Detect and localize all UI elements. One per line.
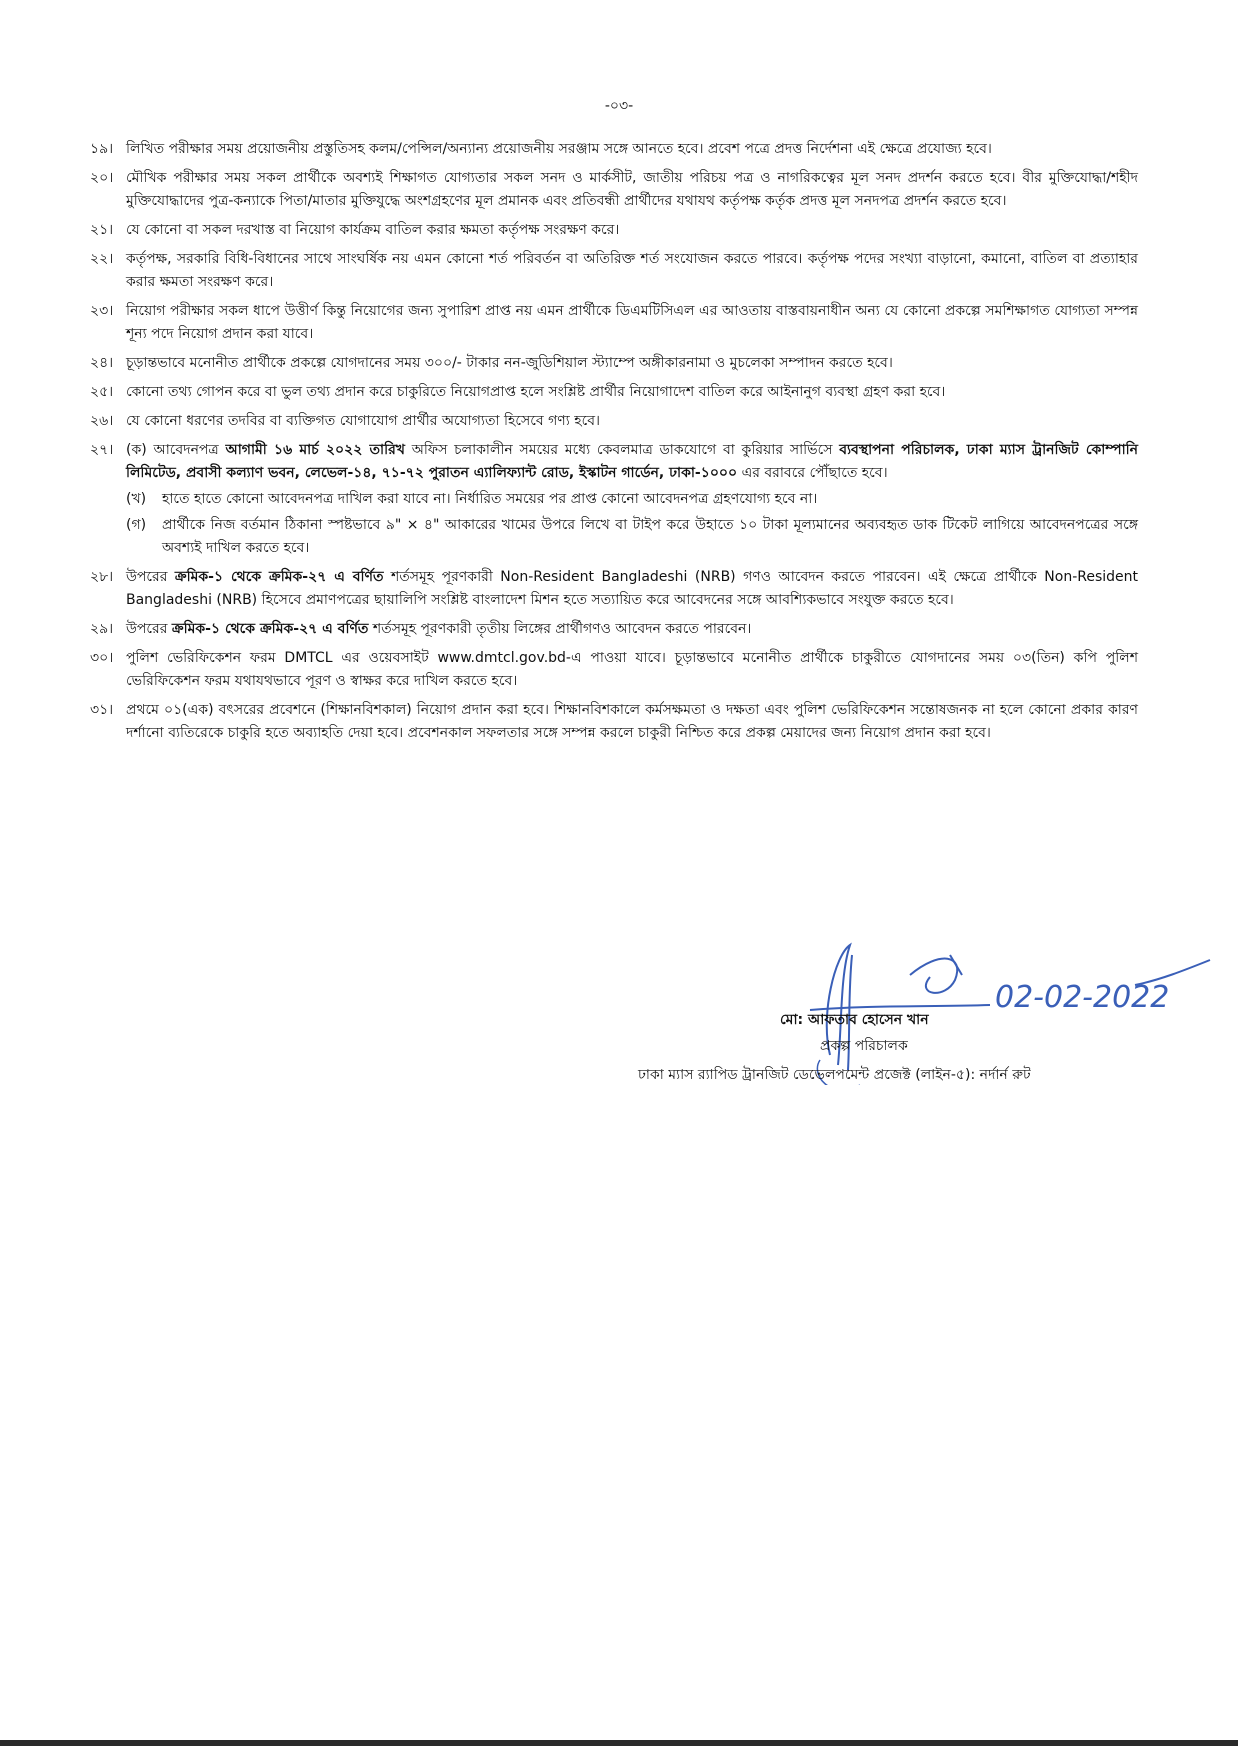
item-text (126, 219, 1138, 242)
item-text-run: কোনো তথ্য গোপন করে বা ভুল তথ্য প্রদান করে চাকুরিতে নিয়োগপ্রাপ্ত হলে সংশ্লিষ্ট প্রার্থীর নিয়োগাদেশ বাতিল করে আইনানুগ ব্যবস্থা গ্রহণ করা হবে। (126, 384, 946, 400)
item-text (126, 352, 1138, 375)
item-number: ২২। (90, 251, 114, 267)
item-text-run: পুলিশ ভেরিফিকেশন ফরম DMTCL এর ওয়েবসাইট www.dmtcl.gov.bd-এ পাওয়া যাবে। চূড়ান্তভাবে মনোনীত প্রার্থীকে চাকুরীতে যোগদানের সময় ০৩(তিন) কপি পুলিশ ভেরিফিকেশন ফরম যথাযথভাবে পূরণ ও স্বাক্ষর করে দাখিল করতে হবে। (126, 650, 1138, 689)
list-item (90, 219, 1138, 242)
list-item (90, 647, 1138, 693)
sub-item (126, 488, 1138, 511)
item-number: ৩১। (90, 702, 114, 718)
item-number: ২৪। (90, 355, 114, 371)
signer-organization: ঢাকা ম্যাস র‍্যাপিড ট্রানজিট ডেভেলপমেন্ট প্রজেক্ট (লাইন-৫): নর্দার্ন রুট (638, 1067, 1031, 1083)
item-number: ৩০। (90, 650, 114, 666)
list-item (90, 248, 1138, 294)
signer-title: প্রকল্প পরিচালক (820, 1038, 908, 1054)
item-text (126, 248, 1138, 294)
item-number: ২১। (90, 222, 114, 238)
list-item (90, 138, 1138, 161)
item-number: ১৯। (90, 141, 114, 157)
item-text (126, 300, 1138, 346)
item-text (126, 167, 1138, 213)
document-body (90, 138, 1138, 751)
item-text-run: উপরের (126, 621, 172, 637)
sub-item-text: হাতে হাতে কোনো আবেদনপত্র দাখিল করা যাবে না। নির্ধারিত সময়ের পর প্রাপ্ত কোনো আবেদনপত্র গ্রহণযোগ্য হবে না। (162, 491, 818, 507)
item-text-run: শর্তসমূহ পূরণকারী তৃতীয় লিঙ্গের প্রার্থীগণও আবেদন করতে পারবেন। (368, 621, 752, 637)
item-number: ২৮। (90, 569, 114, 585)
emphasis-text: ক্রমিক-১ থেকে ক্রমিক-২৭ এ বর্ণিত (171, 621, 369, 637)
item-number: ২০। (90, 170, 114, 186)
item-text-run: চূড়ান্তভাবে মনোনীত প্রার্থীকে প্রকল্পে যোগদানের সময় ৩০০/- টাকার নন-জুডিশিয়াল স্ট্যাম্পে অঙ্গীকারনামা ও মুচলেকা সম্পাদন করতে হবে। (126, 355, 893, 371)
item-text-run: যে কোনো বা সকল দরখাস্ত বা নিয়োগ কার্যক্রম বাতিল করার ক্ষমতা কর্তৃপক্ষ সংরক্ষণ করে। (126, 222, 620, 238)
item-text (126, 618, 1138, 641)
item-text (126, 647, 1138, 693)
sub-item (126, 514, 1138, 560)
signature-date: 02-02-2022 (995, 980, 1170, 1015)
item-text (126, 410, 1138, 433)
list-item (90, 699, 1138, 745)
bottom-border (0, 1740, 1238, 1746)
item-text-run: যে কোনো ধরণের তদবির বা ব্যক্তিগত যোগাযোগ প্রার্থীর অযোগ্যতা হিসেবে গণ্য হবে। (126, 413, 601, 429)
list-item (90, 566, 1138, 612)
item-number: ২৯। (90, 621, 114, 637)
list-item (90, 439, 1138, 560)
item-text-run: অফিস চলাকালীন সময়ের মধ্যে কেবলমাত্র ডাকযোগে বা কুরিয়ার সার্ভিসে (404, 442, 840, 458)
item-text (126, 138, 1138, 161)
signer-name: মো: আফতাব হোসেন খান (780, 1012, 929, 1028)
list-item (90, 618, 1138, 641)
item-text-run: লিখিত পরীক্ষার সময় প্রয়োজনীয় প্রস্তুতিসহ কলম/পেন্সিল/অন্যান্য প্রয়োজনীয় সরঞ্জাম সঙ্গে আনতে হবে। প্রবেশ পত্রে প্রদত্ত নির্দেশনা এই ক্ষেত্রে প্রযোজ্য হবে। (126, 141, 992, 157)
item-text (126, 381, 1138, 404)
item-text-run: মৌখিক পরীক্ষার সময় সকল প্রার্থীকে অবশ্যই শিক্ষাগত যোগ্যতার সকল সনদ ও মার্কসীট, জাতীয় পরিচয় পত্র ও নাগরিকত্বের মূল সনদ প্রদর্শন করতে হবে। বীর মুক্তিযোদ্ধা/শহীদ মুক্তিযোদ্ধাদের পুত্র-কন্যাকে পিতা/মাতার মুক্তিযুদ্ধে অংশগ্রহণের মূল প্রমানক এবং প্রতিবন্ধী প্রার্থীদের যথাযথ কর্তৃপক্ষ কর্তৃক প্রদত্ত মূল সনদপত্র প্রদর্শন করতে হবে। (126, 170, 1138, 209)
item-text (126, 439, 1138, 560)
list-item (90, 381, 1138, 404)
emphasis-text: আগামী ১৬ মার্চ ২০২২ তারিখ (225, 442, 405, 458)
item-text-run: এর বরাবরে পৌঁছাতে হবে। (737, 465, 888, 481)
page-number: -০৩- (604, 98, 634, 114)
item-text-run: নিয়োগ পরীক্ষার সকল ধাপে উত্তীর্ণ কিন্তু নিয়োগের জন্য সুপারিশ প্রাপ্ত নয় এমন প্রার্থীকে ডিএমটিসিএল এর আওতায় বাস্তবায়নাধীন অন্য যে কোনো প্রকল্পে সমশিক্ষাগত যোগ্যতা সম্পন্ন শূন্য পদে নিয়োগ প্রদান করা যাবে। (126, 303, 1138, 342)
item-number: ২৭। (90, 442, 114, 458)
item-number: ২৫। (90, 384, 114, 400)
list-item (90, 352, 1138, 375)
item-text (126, 699, 1138, 745)
list-item (90, 167, 1138, 213)
sub-item-label: (গ) (126, 517, 147, 533)
item-text (126, 566, 1138, 612)
item-text-run: উপরের (126, 569, 175, 585)
sub-item-text: প্রার্থীকে নিজ বর্তমান ঠিকানা স্পষ্টভাবে ৯" × ৪" আকারের খামের উপরে লিখে বা টাইপ করে উহাতে ১০ টাকা মূল্যমানের অব্যবহৃত ডাক টিকেট লাগিয়ে আবেদনপত্রের সঙ্গে অবশ্যই দাখিল করতে হবে। (162, 517, 1138, 556)
emphasis-text: ব্যবস্থাপনা পরিচালক, ঢাকা ম্যাস ট্রানজিট কোম্পানি লিমিটেড, প্রবাসী কল্যাণ ভবন, লেভেল-১৪, ৭১-৭২ পুরাতন এ্যালিফ্যান্ট রোড, ইস্কাটন গার্ডেন, ঢাকা-১০০০ (126, 442, 1139, 481)
item-text-run: প্রথমে ০১(এক) বৎসরের প্রবেশনে (শিক্ষানবিশকাল) নিয়োগ প্রদান করা হবে। শিক্ষানবিশকালে কর্মসক্ষমতা ও দক্ষতা এবং পুলিশ ভেরিফিকেশন সন্তোষজনক না হলে কোনো প্রকার কারণ দর্শানো ব্যতিরেকে চাকুরি হতে অব্যাহতি দেয়া হবে। প্রবেশনকাল সফলতার সঙ্গে সম্পন্ন করলে চাকুরী নিশ্চিত করে প্রকল্প মেয়াদের জন্য নিয়োগ প্রদান করা হবে। (126, 702, 1138, 741)
item-text-run: শর্তসমূহ পূরণকারী Non-Resident Bangladeshi (NRB) গণও আবেদন করতে পারবেন। এই ক্ষেত্রে প্রার্থীকে Non-Resident Bangladeshi (NRB) হিসেবে প্রমাণপত্রের ছায়ালিপি সংশ্লিষ্ট বাংলাদেশ মিশন হতে সত্যায়িত করে আবেদনের সঙ্গে আবশ্যিকভাবে সংযুক্ত করতে হবে। (126, 569, 1139, 608)
item-number: ২৩। (90, 303, 114, 319)
list-item (90, 300, 1138, 346)
item-number: ২৬। (90, 413, 114, 429)
list-item (90, 410, 1138, 433)
sub-item-label: (খ) (126, 491, 147, 507)
item-text-run: কর্তৃপক্ষ, সরকারি বিধি-বিধানের সাথে সাংঘর্ষিক নয় এমন কোনো শর্ত পরিবর্তন বা অতিরিক্ত শর্ত সংযোজন করতে পারবে। কর্তৃপক্ষ পদের সংখ্যা বাড়ানো, কমানো, বাতিল বা প্রত্যাহার করার ক্ষমতা সংরক্ষণ করে। (126, 251, 1138, 290)
emphasis-text: ক্রমিক-১ থেকে ক্রমিক-২৭ এ বর্ণিত (174, 569, 384, 585)
item-text-run: (ক) আবেদনপত্র (126, 442, 226, 458)
